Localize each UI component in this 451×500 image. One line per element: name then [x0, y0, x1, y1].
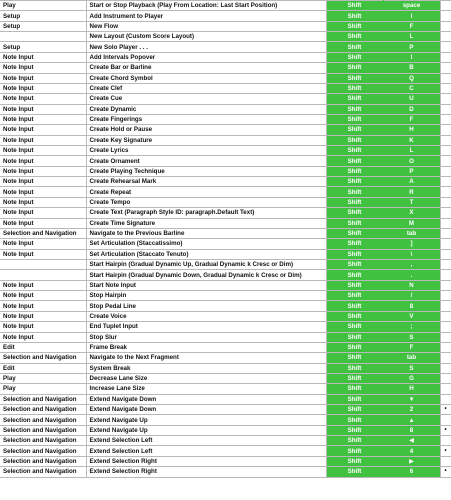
- marker-cell: •: [440, 446, 451, 456]
- modifier-key-cell: Shift: [326, 353, 383, 363]
- command-cell: Navigate to the Next Fragment: [86, 353, 326, 363]
- marker-cell: [440, 363, 451, 373]
- marker-cell: [440, 218, 451, 228]
- marker-cell: [440, 259, 451, 269]
- marker-cell: [440, 322, 451, 332]
- marker-cell: •: [440, 467, 451, 477]
- shortcut-key-cell: ;: [383, 322, 440, 332]
- marker-cell: [440, 73, 451, 83]
- marker-cell: [440, 208, 451, 218]
- table-row[interactable]: [0, 405, 451, 415]
- marker-cell: [440, 1, 451, 11]
- modifier-key-cell: Shift: [326, 301, 383, 311]
- command-cell: Increase Lane Size: [86, 384, 326, 394]
- command-cell: Create Dynamic: [86, 104, 326, 114]
- modifier-key-cell: Shift: [326, 373, 383, 383]
- command-cell: Extend Navigate Up: [86, 415, 326, 425]
- modifier-key-cell: Shift: [326, 208, 383, 218]
- table-row[interactable]: [0, 436, 451, 446]
- shortcut-key-cell: Q: [383, 73, 440, 83]
- shortcut-key-cell: M: [383, 218, 440, 228]
- modifier-key-cell: Shift: [326, 21, 383, 31]
- category-cell: Note Input: [0, 332, 86, 342]
- category-cell: Note Input: [0, 166, 86, 176]
- shortcut-key-cell: H: [383, 125, 440, 135]
- command-cell: Create Time Signature: [86, 218, 326, 228]
- command-cell: Set Articulation (Staccatissimo): [86, 239, 326, 249]
- command-cell: Start Hairpin (Gradual Dynamic Down, Gradual Dynamic k Cresc or Dim): [86, 270, 326, 280]
- marker-cell: [440, 146, 451, 156]
- table-row[interactable]: [0, 270, 451, 280]
- shortcut-key-cell: 8: [383, 425, 440, 435]
- command-cell: Stop Hairpin: [86, 291, 326, 301]
- shortcut-key-cell: H: [383, 384, 440, 394]
- command-cell: Extend Navigate Up: [86, 425, 326, 435]
- table-row[interactable]: [0, 156, 451, 166]
- modifier-key-cell: Shift: [326, 394, 383, 404]
- marker-cell: [440, 280, 451, 290]
- command-cell: Create Lyrics: [86, 146, 326, 156]
- category-cell: Note Input: [0, 146, 86, 156]
- category-cell: Play: [0, 384, 86, 394]
- category-cell: Note Input: [0, 249, 86, 259]
- category-cell: Note Input: [0, 291, 86, 301]
- command-cell: Create Playing Technique: [86, 166, 326, 176]
- table-row[interactable]: [0, 83, 451, 93]
- command-cell: Create Clef: [86, 83, 326, 93]
- category-cell: Note Input: [0, 218, 86, 228]
- shortcut-key-cell: D: [383, 104, 440, 114]
- modifier-key-cell: Shift: [326, 32, 383, 42]
- command-cell: Stop Slur: [86, 332, 326, 342]
- table-row[interactable]: [0, 104, 451, 114]
- shortcut-key-cell: B: [383, 63, 440, 73]
- category-cell: Selection and Navigation: [0, 436, 86, 446]
- modifier-key-cell: Shift: [326, 280, 383, 290]
- shortcut-key-cell: R: [383, 187, 440, 197]
- command-cell: Create Bar or Barline: [86, 63, 326, 73]
- shortcut-key-cell: A: [383, 177, 440, 187]
- table-row[interactable]: [0, 280, 451, 290]
- marker-cell: [440, 83, 451, 93]
- shortcut-key-cell: U: [383, 94, 440, 104]
- modifier-key-cell: Shift: [326, 405, 383, 415]
- table-row[interactable]: [0, 11, 451, 21]
- table-row[interactable]: [0, 1, 451, 11]
- marker-cell: •: [440, 405, 451, 415]
- shortcut-key-cell: ]: [383, 239, 440, 249]
- modifier-key-cell: Shift: [326, 332, 383, 342]
- modifier-key-cell: Shift: [326, 456, 383, 466]
- marker-cell: [440, 21, 451, 31]
- command-cell: Decrease Lane Size: [86, 373, 326, 383]
- command-cell: Add Instrument to Player: [86, 11, 326, 21]
- category-cell: Note Input: [0, 311, 86, 321]
- category-cell: Note Input: [0, 208, 86, 218]
- table-row[interactable]: [0, 187, 451, 197]
- command-cell: Create Text (Paragraph Style ID: paragraph.Default Text): [86, 208, 326, 218]
- marker-cell: [440, 291, 451, 301]
- modifier-key-cell: Shift: [326, 228, 383, 238]
- category-cell: Note Input: [0, 125, 86, 135]
- table-row[interactable]: [0, 425, 451, 435]
- shortcut-key-cell: 8: [383, 301, 440, 311]
- shortcut-key-cell: S: [383, 332, 440, 342]
- category-cell: Note Input: [0, 63, 86, 73]
- category-cell: Note Input: [0, 197, 86, 207]
- marker-cell: [440, 353, 451, 363]
- marker-cell: [440, 384, 451, 394]
- category-cell: Setup: [0, 42, 86, 52]
- shortcut-key-cell: ▲: [383, 415, 440, 425]
- table-row[interactable]: [0, 73, 451, 83]
- command-cell: Stop Pedal Line: [86, 301, 326, 311]
- command-cell: New Solo Player . . .: [86, 42, 326, 52]
- marker-cell: [440, 104, 451, 114]
- command-cell: Extend Selection Right: [86, 456, 326, 466]
- shortcut-key-cell: G: [383, 373, 440, 383]
- category-cell: Note Input: [0, 94, 86, 104]
- table-row[interactable]: [0, 135, 451, 145]
- modifier-key-cell: Shift: [326, 239, 383, 249]
- shortcut-key-cell: O: [383, 156, 440, 166]
- modifier-key-cell: Shift: [326, 384, 383, 394]
- table-row[interactable]: [0, 373, 451, 383]
- shortcut-key-cell: 6: [383, 467, 440, 477]
- marker-cell: [440, 311, 451, 321]
- category-cell: Selection and Navigation: [0, 394, 86, 404]
- table-row[interactable]: [0, 166, 451, 176]
- command-cell: Start Hairpin (Gradual Dynamic Up, Gradual Dynamic k Cresc or Dim): [86, 259, 326, 269]
- shortcut-key-cell: ▶: [383, 456, 440, 466]
- marker-cell: [440, 32, 451, 42]
- modifier-key-cell: Shift: [326, 83, 383, 93]
- shortcut-key-cell: space: [383, 1, 440, 11]
- shortcut-key-cell: .: [383, 270, 440, 280]
- category-cell: Edit: [0, 342, 86, 352]
- marker-cell: [440, 301, 451, 311]
- modifier-key-cell: Shift: [326, 52, 383, 62]
- marker-cell: [440, 11, 451, 21]
- table-row[interactable]: [0, 32, 451, 42]
- marker-cell: [440, 94, 451, 104]
- table-row[interactable]: [0, 446, 451, 456]
- shortcut-table-body: [0, 1, 451, 478]
- table-row[interactable]: [0, 146, 451, 156]
- table-row[interactable]: [0, 63, 451, 73]
- modifier-key-cell: Shift: [326, 270, 383, 280]
- marker-cell: •: [440, 425, 451, 435]
- category-cell: Note Input: [0, 301, 86, 311]
- modifier-key-cell: Shift: [326, 63, 383, 73]
- shortcut-key-cell: I: [383, 11, 440, 21]
- modifier-key-cell: Shift: [326, 156, 383, 166]
- category-cell: Selection and Navigation: [0, 353, 86, 363]
- marker-cell: [440, 125, 451, 135]
- table-row[interactable]: [0, 208, 451, 218]
- shortcut-key-cell: S: [383, 363, 440, 373]
- command-cell: Start or Stop Playback (Play From Location: Last Start Position): [86, 1, 326, 11]
- table-row[interactable]: [0, 322, 451, 332]
- command-cell: Extend Selection Left: [86, 446, 326, 456]
- command-cell: New Flow: [86, 21, 326, 31]
- command-cell: Create Fingerings: [86, 114, 326, 124]
- category-cell: Selection and Navigation: [0, 456, 86, 466]
- command-cell: Extend Navigate Down: [86, 394, 326, 404]
- marker-cell: [440, 177, 451, 187]
- table-row[interactable]: [0, 311, 451, 321]
- table-row[interactable]: [0, 291, 451, 301]
- marker-cell: [440, 187, 451, 197]
- command-cell: Create Hold or Pause: [86, 125, 326, 135]
- command-cell: Create Cue: [86, 94, 326, 104]
- command-cell: Frame Break: [86, 342, 326, 352]
- command-cell: Create Key Signature: [86, 135, 326, 145]
- category-cell: Selection and Navigation: [0, 415, 86, 425]
- modifier-key-cell: Shift: [326, 467, 383, 477]
- shortcut-key-cell: ◀: [383, 436, 440, 446]
- shortcut-key-cell: tab: [383, 353, 440, 363]
- modifier-key-cell: Shift: [326, 425, 383, 435]
- modifier-key-cell: Shift: [326, 363, 383, 373]
- marker-cell: [440, 52, 451, 62]
- marker-cell: [440, 342, 451, 352]
- table-row[interactable]: [0, 456, 451, 466]
- table-row[interactable]: [0, 177, 451, 187]
- modifier-key-cell: Shift: [326, 11, 383, 21]
- table-row[interactable]: [0, 42, 451, 52]
- modifier-key-cell: Shift: [326, 114, 383, 124]
- marker-cell: [440, 239, 451, 249]
- marker-cell: [440, 270, 451, 280]
- marker-cell: [440, 373, 451, 383]
- category-cell: [0, 32, 86, 42]
- shortcut-key-cell: V: [383, 311, 440, 321]
- marker-cell: [440, 42, 451, 52]
- shortcut-key-cell: X: [383, 208, 440, 218]
- shortcut-key-cell: N: [383, 280, 440, 290]
- shortcut-key-cell: ▼: [383, 394, 440, 404]
- category-cell: [0, 259, 86, 269]
- modifier-key-cell: Shift: [326, 146, 383, 156]
- marker-cell: [440, 135, 451, 145]
- category-cell: Selection and Navigation: [0, 405, 86, 415]
- command-cell: Create Tempo: [86, 197, 326, 207]
- marker-cell: [440, 166, 451, 176]
- command-cell: Create Ornament: [86, 156, 326, 166]
- shortcut-key-cell: P: [383, 42, 440, 52]
- table-row[interactable]: [0, 228, 451, 238]
- category-cell: Note Input: [0, 135, 86, 145]
- shortcut-key-cell: P: [383, 166, 440, 176]
- table-row[interactable]: [0, 94, 451, 104]
- category-cell: Note Input: [0, 52, 86, 62]
- command-cell: Start Note Input: [86, 280, 326, 290]
- command-cell: System Break: [86, 363, 326, 373]
- modifier-key-cell: Shift: [326, 291, 383, 301]
- modifier-key-cell: Shift: [326, 94, 383, 104]
- table-row[interactable]: [0, 384, 451, 394]
- marker-cell: [440, 63, 451, 73]
- category-cell: Note Input: [0, 114, 86, 124]
- modifier-key-cell: Shift: [326, 125, 383, 135]
- shortcut-key-cell: 4: [383, 446, 440, 456]
- shortcut-key-cell: K: [383, 135, 440, 145]
- command-cell: Extend Selection Left: [86, 436, 326, 446]
- modifier-key-cell: Shift: [326, 135, 383, 145]
- table-row[interactable]: [0, 394, 451, 404]
- table-row[interactable]: [0, 239, 451, 249]
- shortcut-key-cell: F: [383, 342, 440, 352]
- command-cell: Create Repeat: [86, 187, 326, 197]
- category-cell: [0, 270, 86, 280]
- marker-cell: [440, 156, 451, 166]
- table-row[interactable]: [0, 301, 451, 311]
- marker-cell: [440, 114, 451, 124]
- category-cell: Note Input: [0, 83, 86, 93]
- modifier-key-cell: Shift: [326, 342, 383, 352]
- command-cell: New Layout (Custom Score Layout): [86, 32, 326, 42]
- modifier-key-cell: Shift: [326, 197, 383, 207]
- table-row[interactable]: [0, 21, 451, 31]
- marker-cell: [440, 332, 451, 342]
- modifier-key-cell: Shift: [326, 177, 383, 187]
- modifier-key-cell: Shift: [326, 322, 383, 332]
- command-cell: Extend Selection Right: [86, 467, 326, 477]
- table-row[interactable]: [0, 363, 451, 373]
- category-cell: Selection and Navigation: [0, 446, 86, 456]
- category-cell: Setup: [0, 11, 86, 21]
- table-row[interactable]: [0, 353, 451, 363]
- table-row[interactable]: [0, 249, 451, 259]
- table-row[interactable]: [0, 218, 451, 228]
- category-cell: Note Input: [0, 280, 86, 290]
- modifier-key-cell: Shift: [326, 259, 383, 269]
- marker-cell: [440, 228, 451, 238]
- modifier-key-cell: Shift: [326, 311, 383, 321]
- category-cell: Play: [0, 373, 86, 383]
- table-row[interactable]: [0, 52, 451, 62]
- modifier-key-cell: Shift: [326, 187, 383, 197]
- category-cell: Note Input: [0, 322, 86, 332]
- shortcut-key-cell: F: [383, 21, 440, 31]
- command-cell: Create Voice: [86, 311, 326, 321]
- category-cell: Note Input: [0, 177, 86, 187]
- table-row[interactable]: [0, 342, 451, 352]
- shortcut-key-cell: /: [383, 291, 440, 301]
- modifier-key-cell: Shift: [326, 446, 383, 456]
- shortcut-key-cell: T: [383, 197, 440, 207]
- command-cell: Add Intervals Popover: [86, 52, 326, 62]
- category-cell: Edit: [0, 363, 86, 373]
- category-cell: Selection and Navigation: [0, 467, 86, 477]
- shortcut-key-cell: 2: [383, 405, 440, 415]
- shortcut-key-cell: F: [383, 114, 440, 124]
- category-cell: Play: [0, 1, 86, 11]
- command-cell: Navigate to the Previous Barline: [86, 228, 326, 238]
- marker-cell: [440, 249, 451, 259]
- modifier-key-cell: Shift: [326, 1, 383, 11]
- modifier-key-cell: Shift: [326, 218, 383, 228]
- shortcut-key-cell: tab: [383, 228, 440, 238]
- shortcut-key-cell: ,: [383, 259, 440, 269]
- modifier-key-cell: Shift: [326, 166, 383, 176]
- category-cell: Note Input: [0, 104, 86, 114]
- command-cell: End Tuplet Input: [86, 322, 326, 332]
- modifier-key-cell: Shift: [326, 436, 383, 446]
- table-row[interactable]: [0, 125, 451, 135]
- marker-cell: [440, 436, 451, 446]
- table-row[interactable]: [0, 259, 451, 269]
- command-cell: Extend Navigate Down: [86, 405, 326, 415]
- category-cell: Note Input: [0, 73, 86, 83]
- modifier-key-cell: Shift: [326, 415, 383, 425]
- marker-cell: [440, 415, 451, 425]
- shortcut-key-cell: L: [383, 146, 440, 156]
- command-cell: Create Rehearsal Mark: [86, 177, 326, 187]
- modifier-key-cell: Shift: [326, 42, 383, 52]
- table-row[interactable]: [0, 332, 451, 342]
- modifier-key-cell: Shift: [326, 249, 383, 259]
- modifier-key-cell: Shift: [326, 73, 383, 83]
- shortcut-key-cell: \: [383, 249, 440, 259]
- command-cell: Create Chord Symbol: [86, 73, 326, 83]
- shortcut-key-cell: I: [383, 52, 440, 62]
- command-cell: Set Articulation (Staccato Tenuto): [86, 249, 326, 259]
- category-cell: Setup: [0, 21, 86, 31]
- marker-cell: [440, 394, 451, 404]
- marker-cell: [440, 197, 451, 207]
- table-row[interactable]: [0, 114, 451, 124]
- category-cell: Selection and Navigation: [0, 228, 86, 238]
- category-cell: Note Input: [0, 156, 86, 166]
- shortcut-key-cell: C: [383, 83, 440, 93]
- category-cell: Selection and Navigation: [0, 425, 86, 435]
- shortcut-key-cell: L: [383, 32, 440, 42]
- table-row[interactable]: [0, 467, 451, 477]
- category-cell: Note Input: [0, 187, 86, 197]
- table-row[interactable]: [0, 197, 451, 207]
- table-row[interactable]: [0, 415, 451, 425]
- modifier-key-cell: Shift: [326, 104, 383, 114]
- category-cell: Note Input: [0, 239, 86, 249]
- marker-cell: [440, 456, 451, 466]
